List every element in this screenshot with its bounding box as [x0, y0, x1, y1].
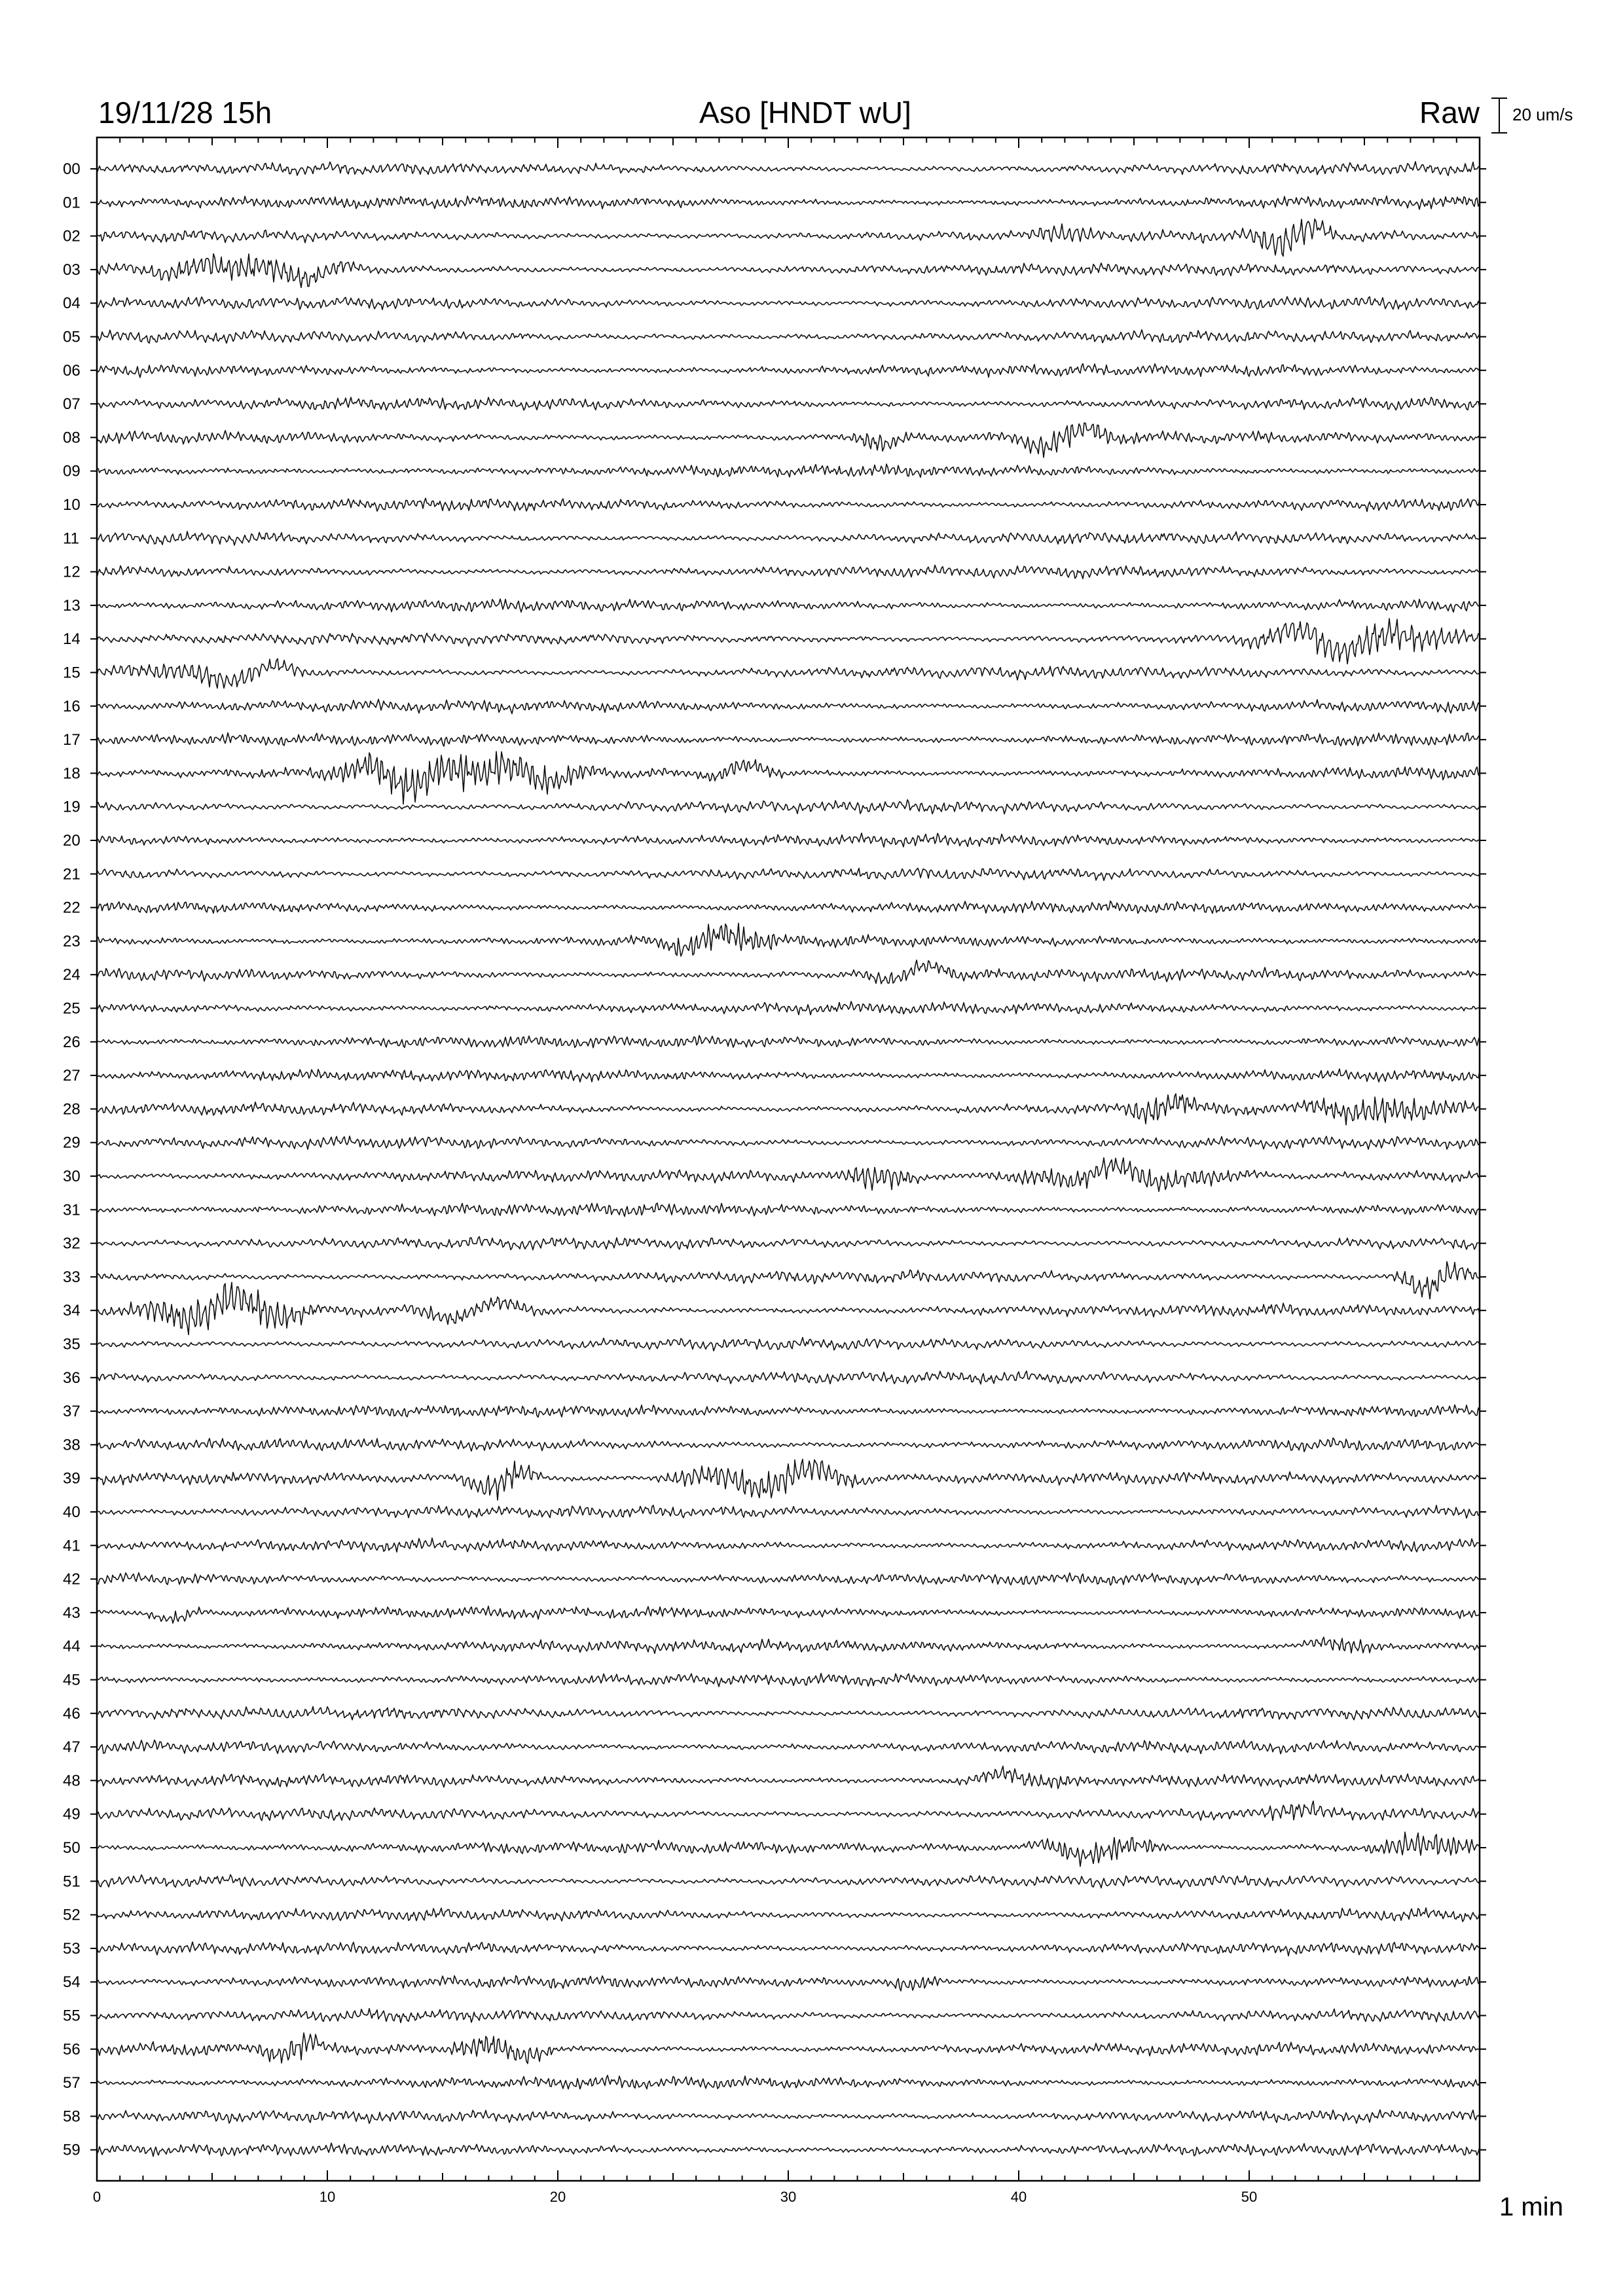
row-label-52: 52 — [63, 1906, 81, 1924]
x-tick-label: 10 — [319, 2189, 336, 2205]
row-label-22: 22 — [63, 899, 81, 917]
row-label-37: 37 — [63, 1403, 81, 1421]
trace-row-32 — [97, 1236, 1480, 1249]
trace-row-26 — [97, 1035, 1480, 1048]
trace-row-02 — [97, 219, 1480, 257]
trace-row-37 — [97, 1405, 1480, 1417]
mode-label: Raw — [1419, 96, 1480, 130]
row-label-11: 11 — [63, 529, 79, 548]
trace-row-07 — [97, 397, 1480, 410]
trace-row-57 — [97, 2075, 1480, 2089]
datetime-label: 19/11/28 15h — [98, 96, 272, 130]
row-label-21: 21 — [63, 865, 81, 884]
row-label-28: 28 — [63, 1100, 81, 1119]
row-label-45: 45 — [63, 1671, 81, 1689]
trace-row-12 — [97, 565, 1480, 579]
row-label-15: 15 — [63, 664, 81, 682]
trace-row-49 — [97, 1801, 1480, 1821]
trace-row-27 — [97, 1069, 1480, 1082]
trace-row-31 — [97, 1203, 1480, 1217]
row-label-35: 35 — [63, 1335, 81, 1354]
trace-row-41 — [97, 1538, 1480, 1552]
row-label-47: 47 — [63, 1738, 81, 1757]
row-label-17: 17 — [63, 731, 81, 749]
trace-row-53 — [97, 1942, 1480, 1956]
row-label-25: 25 — [63, 999, 81, 1018]
row-label-16: 16 — [63, 697, 81, 715]
trace-row-51 — [97, 1874, 1480, 1888]
row-label-54: 54 — [63, 1973, 81, 1992]
trace-row-56 — [97, 2033, 1480, 2064]
station-title: Aso [HNDT wU] — [699, 96, 911, 130]
row-label-09: 09 — [63, 462, 81, 480]
trace-row-13 — [97, 599, 1480, 612]
row-label-05: 05 — [63, 328, 81, 346]
trace-row-59 — [97, 2143, 1480, 2156]
trace-row-33 — [97, 1262, 1480, 1299]
trace-row-30 — [97, 1158, 1480, 1192]
trace-row-23 — [97, 924, 1480, 956]
trace-row-04 — [97, 296, 1480, 310]
row-label-58: 58 — [63, 2108, 81, 2126]
trace-row-36 — [97, 1371, 1480, 1384]
row-label-02: 02 — [63, 227, 81, 245]
trace-row-09 — [97, 464, 1480, 477]
trace-row-17 — [97, 733, 1480, 747]
row-label-06: 06 — [63, 361, 81, 380]
trace-row-14 — [97, 619, 1480, 664]
trace-row-15 — [97, 658, 1480, 688]
row-label-36: 36 — [63, 1369, 81, 1387]
row-label-group — [63, 160, 1486, 2159]
trace-row-54 — [97, 1976, 1480, 1991]
x-tick-label: 0 — [92, 2189, 101, 2205]
x-axis — [93, 137, 1480, 2205]
row-label-29: 29 — [63, 1134, 81, 1152]
row-label-30: 30 — [63, 1168, 81, 1185]
row-label-53: 53 — [63, 1939, 81, 1958]
trace-row-52 — [97, 1908, 1480, 1922]
row-label-03: 03 — [63, 260, 81, 279]
row-label-31: 31 — [63, 1201, 81, 1219]
x-axis-unit-label: 1 min — [1499, 2193, 1563, 2221]
trace-row-24 — [97, 960, 1480, 984]
row-label-49: 49 — [63, 1805, 81, 1823]
row-label-44: 44 — [63, 1638, 81, 1656]
row-label-57: 57 — [63, 2074, 81, 2092]
row-label-27: 27 — [63, 1067, 81, 1085]
trace-row-18 — [97, 751, 1480, 804]
trace-row-42 — [97, 1573, 1480, 1585]
trace-row-46 — [97, 1706, 1480, 1719]
trace-row-29 — [97, 1136, 1480, 1149]
row-label-01: 01 — [63, 194, 81, 212]
amplitude-scale-bar — [1491, 98, 1507, 133]
row-label-43: 43 — [63, 1604, 81, 1622]
row-label-08: 08 — [63, 429, 81, 447]
trace-row-48 — [97, 1767, 1480, 1789]
trace-row-19 — [97, 800, 1480, 814]
plot-frame — [97, 137, 1480, 2181]
trace-row-45 — [97, 1674, 1480, 1687]
row-label-04: 04 — [63, 295, 81, 313]
trace-row-08 — [97, 423, 1480, 457]
row-label-46: 46 — [63, 1704, 81, 1723]
row-label-56: 56 — [63, 2040, 81, 2058]
row-label-24: 24 — [63, 966, 81, 984]
trace-row-38 — [97, 1438, 1480, 1452]
row-label-26: 26 — [63, 1033, 81, 1051]
trace-row-11 — [97, 531, 1480, 545]
trace-row-58 — [97, 2110, 1480, 2124]
trace-row-55 — [97, 2009, 1480, 2023]
row-label-10: 10 — [63, 496, 81, 514]
trace-row-10 — [97, 498, 1480, 511]
row-label-38: 38 — [63, 1436, 81, 1454]
trace-row-44 — [97, 1637, 1480, 1653]
trace-row-05 — [97, 330, 1480, 344]
trace-row-43 — [97, 1606, 1480, 1623]
row-label-14: 14 — [63, 630, 81, 649]
trace-row-40 — [97, 1505, 1480, 1518]
trace-row-01 — [97, 196, 1480, 209]
x-tick-label: 30 — [780, 2189, 797, 2205]
row-label-51: 51 — [63, 1873, 81, 1891]
row-label-42: 42 — [63, 1570, 81, 1588]
trace-row-03 — [97, 254, 1480, 288]
trace-row-25 — [97, 1001, 1480, 1014]
row-label-41: 41 — [63, 1537, 81, 1555]
row-label-59: 59 — [63, 2141, 81, 2159]
row-label-50: 50 — [63, 1839, 81, 1857]
row-label-34: 34 — [63, 1302, 81, 1320]
trace-row-06 — [97, 364, 1480, 378]
trace-row-20 — [97, 833, 1480, 847]
trace-row-47 — [97, 1740, 1480, 1754]
x-tick-label: 50 — [1241, 2189, 1258, 2205]
trace-row-39 — [97, 1460, 1480, 1501]
row-label-39: 39 — [63, 1469, 81, 1488]
row-label-18: 18 — [63, 764, 81, 783]
trace-row-00 — [97, 162, 1480, 176]
amplitude-scale-label: 20 um/s — [1512, 105, 1573, 124]
row-label-20: 20 — [63, 832, 81, 850]
row-label-23: 23 — [63, 932, 81, 950]
trace-row-22 — [97, 901, 1480, 914]
trace-group — [97, 162, 1480, 2157]
row-label-00: 00 — [63, 160, 81, 178]
trace-row-50 — [97, 1832, 1480, 1866]
trace-row-34 — [97, 1282, 1480, 1335]
row-label-19: 19 — [63, 798, 81, 816]
row-label-40: 40 — [63, 1503, 81, 1521]
trace-row-35 — [97, 1338, 1480, 1352]
x-tick-label: 40 — [1010, 2189, 1027, 2205]
row-label-33: 33 — [63, 1268, 81, 1286]
row-label-13: 13 — [63, 596, 81, 615]
trace-row-21 — [97, 869, 1480, 881]
row-label-55: 55 — [63, 2007, 81, 2025]
x-tick-label: 20 — [549, 2189, 566, 2205]
row-label-32: 32 — [63, 1234, 81, 1253]
row-label-12: 12 — [63, 563, 81, 581]
row-label-07: 07 — [63, 395, 81, 414]
row-label-48: 48 — [63, 1772, 81, 1790]
trace-row-16 — [97, 699, 1480, 713]
trace-row-28 — [97, 1094, 1480, 1125]
